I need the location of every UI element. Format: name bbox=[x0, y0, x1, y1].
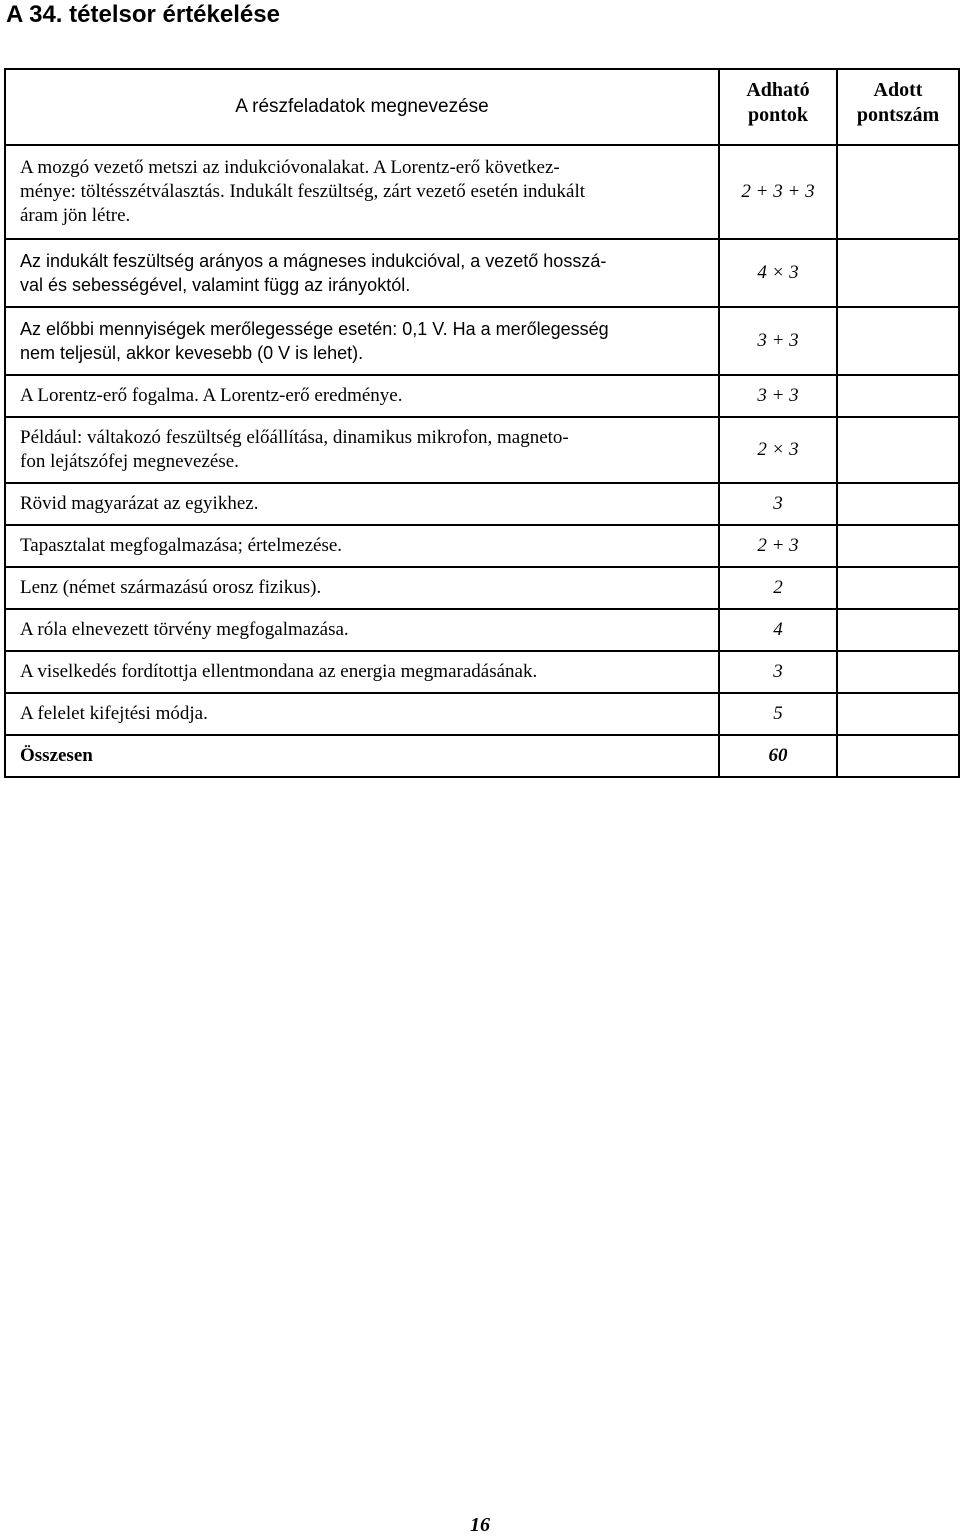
task-line: fon lejátszófej megnevezése. bbox=[20, 451, 239, 472]
task-line: A felelet kifejtési módja. bbox=[20, 703, 208, 724]
task-description bbox=[5, 693, 719, 735]
available-points: 2 + 3 bbox=[719, 525, 837, 567]
task-description bbox=[5, 567, 719, 609]
given-score-field[interactable] bbox=[837, 483, 959, 525]
task-description bbox=[5, 417, 719, 483]
task-line: Rövid magyarázat az egyikhez. bbox=[20, 493, 259, 514]
task-line: ménye: töltésszétválasztás. Indukált feszültség, zárt vezető esetén indukált bbox=[20, 181, 586, 202]
available-points: 3 bbox=[719, 483, 837, 525]
total-row bbox=[5, 735, 959, 777]
available-points: 4 bbox=[719, 609, 837, 651]
table-header-row bbox=[5, 69, 959, 145]
table-row bbox=[5, 483, 959, 525]
available-points: 3 + 3 bbox=[719, 375, 837, 417]
task-description bbox=[5, 525, 719, 567]
total-given-score-field[interactable] bbox=[837, 735, 959, 777]
page-number: 16 bbox=[470, 1514, 490, 1536]
header-given-score-line1: Adott bbox=[873, 79, 923, 101]
header-given-score bbox=[837, 69, 959, 145]
task-description bbox=[5, 307, 719, 375]
header-available-points bbox=[719, 69, 837, 145]
header-task-name: A részfeladatok megnevezése bbox=[5, 69, 719, 145]
available-points: 2 + 3 + 3 bbox=[719, 145, 837, 239]
task-description bbox=[5, 239, 719, 307]
given-score-field[interactable] bbox=[837, 307, 959, 375]
task-line: Tapasztalat megfogalmazása; értelmezése. bbox=[20, 535, 343, 556]
given-score-field[interactable] bbox=[837, 239, 959, 307]
table-row bbox=[5, 145, 959, 239]
task-line: A Lorentz-erő fogalma. A Lorentz-erő eredménye. bbox=[20, 385, 403, 406]
available-points: 2 bbox=[719, 567, 837, 609]
evaluation-table bbox=[4, 68, 960, 778]
task-line: áram jön létre. bbox=[20, 205, 131, 226]
task-line: val és sebességével, valamint függ az irányoktól. bbox=[20, 275, 411, 295]
task-line: A viselkedés fordítottja ellentmondana az energia megmaradásának. bbox=[20, 661, 538, 682]
task-line: Az előbbi mennyiségek merőlegessége esetén: 0,1 V. Ha a merőlegesség bbox=[20, 319, 609, 339]
task-description bbox=[5, 145, 719, 239]
available-points: 4 × 3 bbox=[719, 239, 837, 307]
table-row bbox=[5, 417, 959, 483]
table-row bbox=[5, 693, 959, 735]
total-points: 60 bbox=[719, 735, 837, 777]
task-line: Például: váltakozó feszültség előállítása, dinamikus mikrofon, magneto- bbox=[20, 427, 569, 448]
page-title: A 34. tételsor értékelése bbox=[6, 1, 280, 28]
given-score-field[interactable] bbox=[837, 375, 959, 417]
task-line: nem teljesül, akkor kevesebb (0 V is lehet). bbox=[20, 343, 364, 363]
task-description bbox=[5, 375, 719, 417]
header-available-points-line1: Adható bbox=[746, 79, 810, 101]
task-description bbox=[5, 651, 719, 693]
available-points: 3 bbox=[719, 651, 837, 693]
table-row bbox=[5, 375, 959, 417]
task-description bbox=[5, 609, 719, 651]
given-score-field[interactable] bbox=[837, 525, 959, 567]
available-points: 3 + 3 bbox=[719, 307, 837, 375]
table-row bbox=[5, 525, 959, 567]
task-line: Lenz (német származású orosz fizikus). bbox=[20, 577, 322, 598]
given-score-field[interactable] bbox=[837, 417, 959, 483]
task-line: Az indukált feszültség arányos a mágneses indukcióval, a vezető hosszá- bbox=[20, 251, 607, 271]
given-score-field[interactable] bbox=[837, 567, 959, 609]
header-given-score-line2: pontszám bbox=[856, 104, 940, 126]
task-line: A róla elnevezett törvény megfogalmazása. bbox=[20, 619, 349, 640]
header-available-points-line2: pontok bbox=[747, 104, 809, 126]
given-score-field[interactable] bbox=[837, 693, 959, 735]
table-row bbox=[5, 307, 959, 375]
task-line: A mozgó vezető metszi az indukcióvonalakat. A Lorentz-erő következ- bbox=[20, 157, 560, 178]
table-row bbox=[5, 609, 959, 651]
total-label: Összesen bbox=[5, 735, 719, 777]
given-score-field[interactable] bbox=[837, 145, 959, 239]
task-description bbox=[5, 483, 719, 525]
available-points: 5 bbox=[719, 693, 837, 735]
available-points: 2 × 3 bbox=[719, 417, 837, 483]
table-row bbox=[5, 239, 959, 307]
given-score-field[interactable] bbox=[837, 651, 959, 693]
table-row bbox=[5, 651, 959, 693]
given-score-field[interactable] bbox=[837, 609, 959, 651]
table-row bbox=[5, 567, 959, 609]
